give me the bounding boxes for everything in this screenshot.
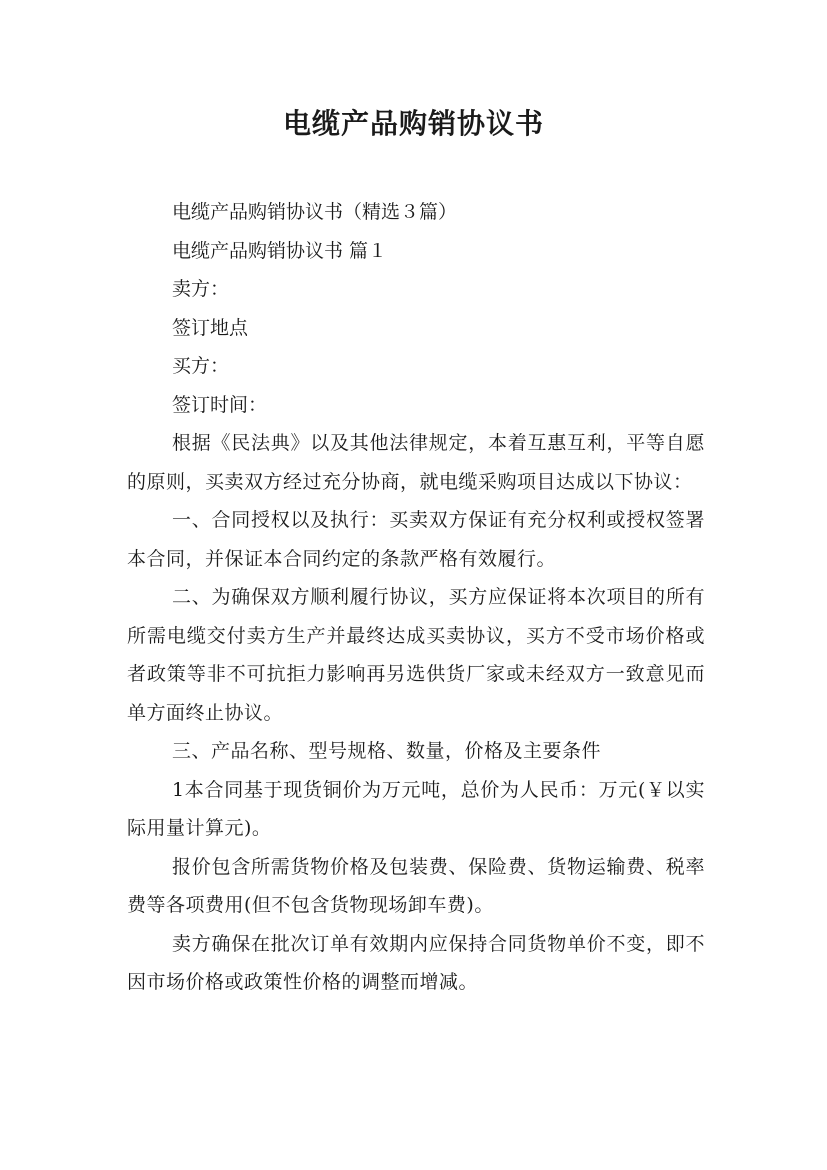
paragraph-price-basis: 1本合同基于现货铜价为万元吨，总价为人民币：万元(￥以实际用量计算元)。 <box>127 778 705 839</box>
seller-line: 卖方： <box>172 278 230 300</box>
document-title: 电缆产品购销协议书 <box>282 107 544 140</box>
document-body <box>127 193 705 1002</box>
paragraph-clause-2: 二、为确保双方顺利履行协议，买方应保证将本次项目的所有所需电缆交付卖方生产并最终达成买卖协议，买方不受市场价格或者政策等非不可抗拒力影响再另选供货厂家或未经双方一致意见而单方面终止协议。 <box>127 586 705 724</box>
paragraph-price-includes: 报价包含所需货物价格及包装费、保险费、货物运输费、税率费等各项费用(但不包含货物现场卸车费)。 <box>127 855 705 916</box>
paragraph-clause-1: 一、合同授权以及执行：买卖双方保证有充分权利或授权签署本合同，并保证本合同约定的条款严格有效履行。 <box>127 509 705 570</box>
signing-time-line: 签订时间： <box>172 393 268 416</box>
paragraph-preamble: 根据《民法典》以及其他法律规定，本着互惠互利，平等自愿的原则，买卖双方经过充分协商，就电缆采购项目达成以下协议： <box>127 432 705 493</box>
subtitle-line: 电缆产品购销协议书（精选３篇） <box>172 201 458 223</box>
part-heading: 电缆产品购销协议书 篇１ <box>172 239 388 262</box>
signing-place-line: 签订地点 <box>172 316 249 339</box>
buyer-line: 买方： <box>172 355 230 377</box>
paragraph-clause-3-heading: 三、产品名称、型号规格、数量，价格及主要条件 <box>172 740 602 762</box>
paragraph-price-stability: 卖方确保在批次订单有效期内应保持合同货物单价不变，即不因市场价格或政策性价格的调整而增减。 <box>127 932 705 993</box>
